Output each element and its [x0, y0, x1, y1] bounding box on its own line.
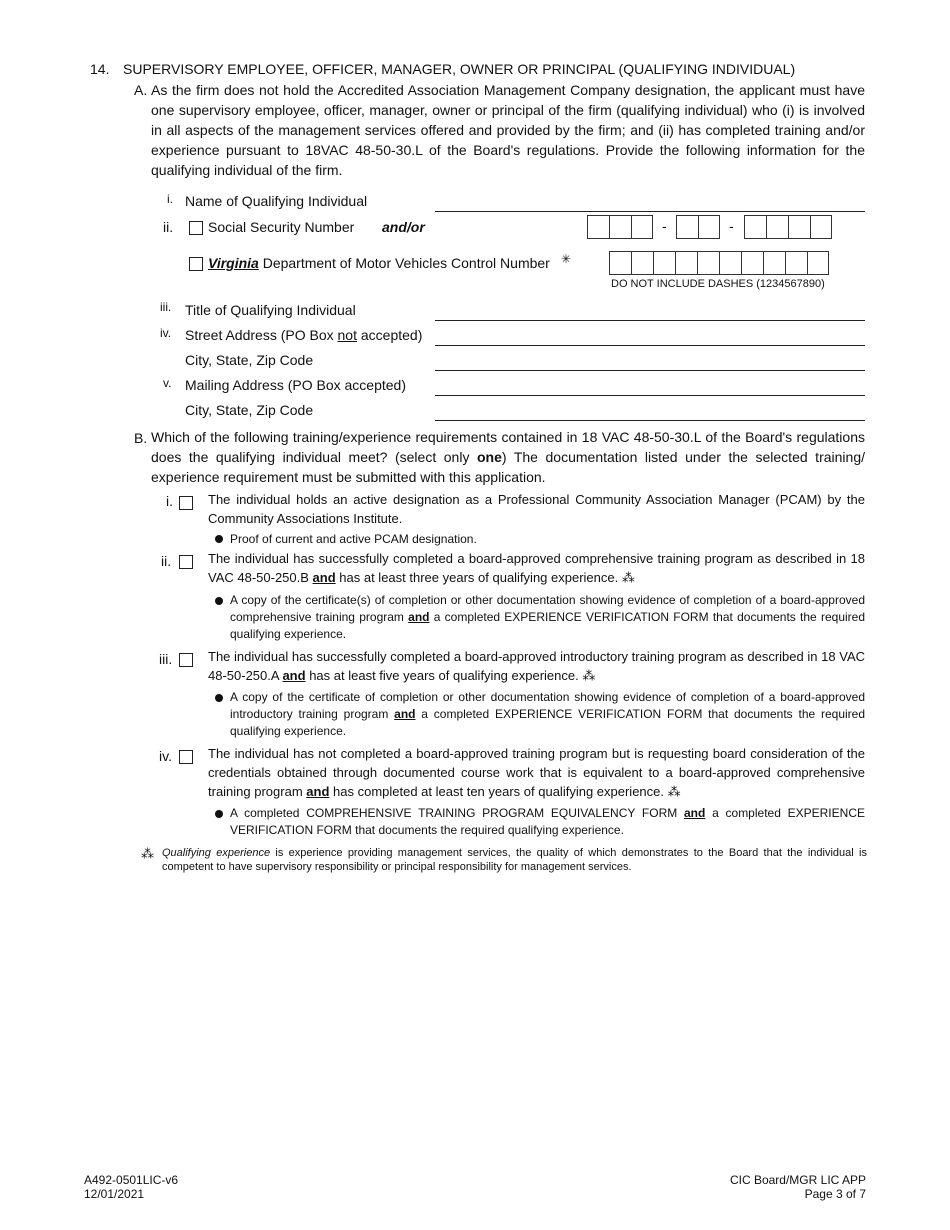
- city-input-line-1[interactable]: [435, 370, 865, 371]
- option-iv-checkbox[interactable]: [179, 750, 193, 764]
- option-ii-text-b: has at least three years of qualifying experience.: [335, 570, 619, 585]
- part-b-text-one: one: [477, 449, 502, 465]
- option-ii-doc-and: and: [408, 610, 430, 624]
- mailing-input-line[interactable]: [435, 395, 865, 396]
- title-input-line[interactable]: [435, 320, 865, 321]
- dmv-asterisk-icon: ✳: [561, 252, 572, 266]
- city-label-2: City, State, Zip Code: [185, 402, 314, 418]
- title-label: Title of Qualifying Individual: [185, 302, 356, 318]
- ssn-part3-boxes[interactable]: [744, 215, 832, 239]
- option-ii-doc: [230, 592, 865, 643]
- option-iv-text-a: The individual has not completed a board-approved training program but is requesting board consideration of the credentials obtained through documented course work that is equivalent to a board-approved comprehensive training program: [208, 746, 865, 799]
- option-ii-text-a: The individual has successfully completed a board-approved comprehensive training program as described in 18 VAC 48-50-250.B: [208, 551, 865, 585]
- option-iii-text-and: and: [282, 668, 306, 683]
- option-iv-doc-b: a completed EXPERIENCE VERIFICATION FORM that documents the required qualifying experience.: [230, 806, 865, 837]
- dmv-note: DO NOT INCLUDE DASHES (1234567890): [611, 278, 825, 290]
- option-iv-text: [208, 744, 865, 801]
- part-b-text: [151, 427, 865, 487]
- part-a-text: As the firm does not hold the Accredited Association Management Company designation, the applicant must have one supervisory employee, officer, manager, owner or principal of the firm (qualifying individual) who (i) is involved in all aspects of the management services offered and provided by the firm; and (ii) has completed training and/or experience pursuant to 18VAC 48-50-30.L of the Board's regulations. Provide the following information for the qualifying individual of the firm.: [151, 82, 865, 178]
- option-iii-bullet-icon: [215, 694, 223, 702]
- ssn-label: Social Security Number: [208, 219, 355, 235]
- part-a-letter: A.: [134, 82, 148, 98]
- ssn-dash-2: -: [729, 218, 734, 234]
- footer-date: 12/01/2021: [84, 1187, 145, 1201]
- dmv-checkbox[interactable]: [189, 257, 203, 271]
- option-iv-bullet-icon: [215, 810, 223, 818]
- option-i-num: i.: [166, 493, 173, 509]
- name-input-line[interactable]: [435, 211, 865, 212]
- option-iii-text: [208, 647, 865, 685]
- option-ii-bullet-icon: [215, 597, 223, 605]
- ssn-part2-boxes[interactable]: [676, 215, 720, 239]
- ssn-part1-boxes[interactable]: [587, 215, 653, 239]
- option-ii-doc-b: a completed EXPERIENCE VERIFICATION FORM that documents the required qualifying experience.: [230, 610, 866, 641]
- option-ii-doc-a: A copy of the certificate(s) of completion or other documentation showing evidence of completion of a board-approved comprehensive training program: [230, 593, 865, 624]
- option-iii-asterism-icon: ⁂: [582, 668, 596, 683]
- option-iii-doc: [230, 689, 865, 740]
- option-ii-asterism-icon: ⁂: [621, 570, 635, 585]
- option-i-text: The individual holds an active designation as a Professional Community Association Manager (PCAM) by the Community Associations Institute.: [208, 492, 865, 526]
- field-iii-num: iii.: [160, 300, 172, 314]
- option-iii-doc-and: and: [394, 707, 416, 721]
- city-input-line-2[interactable]: [435, 420, 865, 421]
- option-ii-text: [208, 549, 865, 587]
- name-label: Name of Qualifying Individual: [185, 193, 368, 209]
- option-iv-doc-and: and: [684, 806, 706, 820]
- street-label-b: accepted): [356, 327, 423, 343]
- footnote-text: [162, 846, 867, 874]
- option-iii-checkbox[interactable]: [179, 653, 193, 667]
- ssn-checkbox[interactable]: [189, 221, 203, 235]
- option-iii-doc-b: a completed EXPERIENCE VERIFICATION FORM that documents the required qualifying experience.: [230, 707, 865, 738]
- footer-page-number: Page 3 of 7: [804, 1187, 866, 1201]
- dmv-label: [208, 255, 550, 271]
- section-number: 14.: [90, 61, 110, 77]
- option-iii-num: iii.: [159, 651, 173, 667]
- ssn-dash-1: -: [662, 218, 667, 234]
- footnote-body: is experience providing management services, the quality of which demonstrates to the Board that the individual is competent to have supervisory responsibility or principal responsibility for management services.: [162, 847, 867, 873]
- dmv-number-boxes[interactable]: [609, 251, 829, 275]
- street-label-a: Street Address (PO Box: [185, 327, 338, 343]
- option-i-bullet-icon: [215, 535, 223, 543]
- option-ii-checkbox[interactable]: [179, 555, 193, 569]
- and-or-label: and/or: [382, 219, 425, 235]
- field-i-num: i.: [167, 192, 173, 206]
- footnote-asterism-icon: ⁂: [141, 846, 154, 861]
- dmv-label-text: Department of Motor Vehicles Control Number: [258, 255, 550, 271]
- option-i-checkbox[interactable]: [179, 496, 193, 510]
- street-label: [185, 327, 422, 343]
- dmv-state: Virginia: [208, 255, 259, 271]
- option-iii-text-a: The individual has successfully completed a board-approved introductory training program as described in 18 VAC 48-50-250.A: [208, 649, 865, 683]
- street-label-not: not: [337, 327, 357, 343]
- option-ii-num: ii.: [161, 553, 172, 569]
- section-title: SUPERVISORY EMPLOYEE, OFFICER, MANAGER, OWNER OR PRINCIPAL (QUALIFYING INDIVIDUAL): [123, 61, 796, 77]
- option-iv-text-and: and: [306, 784, 330, 799]
- part-b-letter: B.: [134, 430, 148, 446]
- field-ii-num: ii.: [163, 219, 174, 235]
- option-iv-doc: [230, 805, 865, 839]
- city-label-1: City, State, Zip Code: [185, 352, 314, 368]
- option-iv-asterism-icon: ⁂: [667, 784, 681, 799]
- option-iv-text-b: has completed at least ten years of qualifying experience.: [329, 784, 664, 799]
- option-ii-text-and: and: [312, 570, 336, 585]
- option-i-doc: Proof of current and active PCAM designation.: [230, 532, 477, 546]
- option-iii-doc-a: A copy of the certificate of completion or other documentation showing evidence of completion of a board-approved introductory training program: [230, 690, 865, 721]
- part-b-text-b: ) The documentation listed under the selected training/ experience requirement must be submitted with this application.: [151, 449, 865, 485]
- street-input-line[interactable]: [435, 345, 865, 346]
- footer-app-name: CIC Board/MGR LIC APP: [729, 1173, 866, 1187]
- footnote-term: Qualifying experience: [162, 847, 271, 859]
- mailing-label: Mailing Address (PO Box accepted): [185, 377, 406, 393]
- option-iv-num: iv.: [159, 748, 172, 764]
- field-iv-num: iv.: [160, 326, 172, 340]
- option-iv-doc-a: A completed COMPREHENSIVE TRAINING PROGRAM EQUIVALENCY FORM: [230, 806, 684, 820]
- part-b-text-a: Which of the following training/experience requirements contained in 18 VAC 48-50-30.L of the Board's regulations does the qualifying individual meet? (select only: [151, 429, 865, 465]
- option-iii-text-b: has at least five years of qualifying experience.: [305, 668, 579, 683]
- footer-form-id: A492-0501LIC-v6: [84, 1173, 179, 1187]
- field-v-num: v.: [163, 376, 172, 390]
